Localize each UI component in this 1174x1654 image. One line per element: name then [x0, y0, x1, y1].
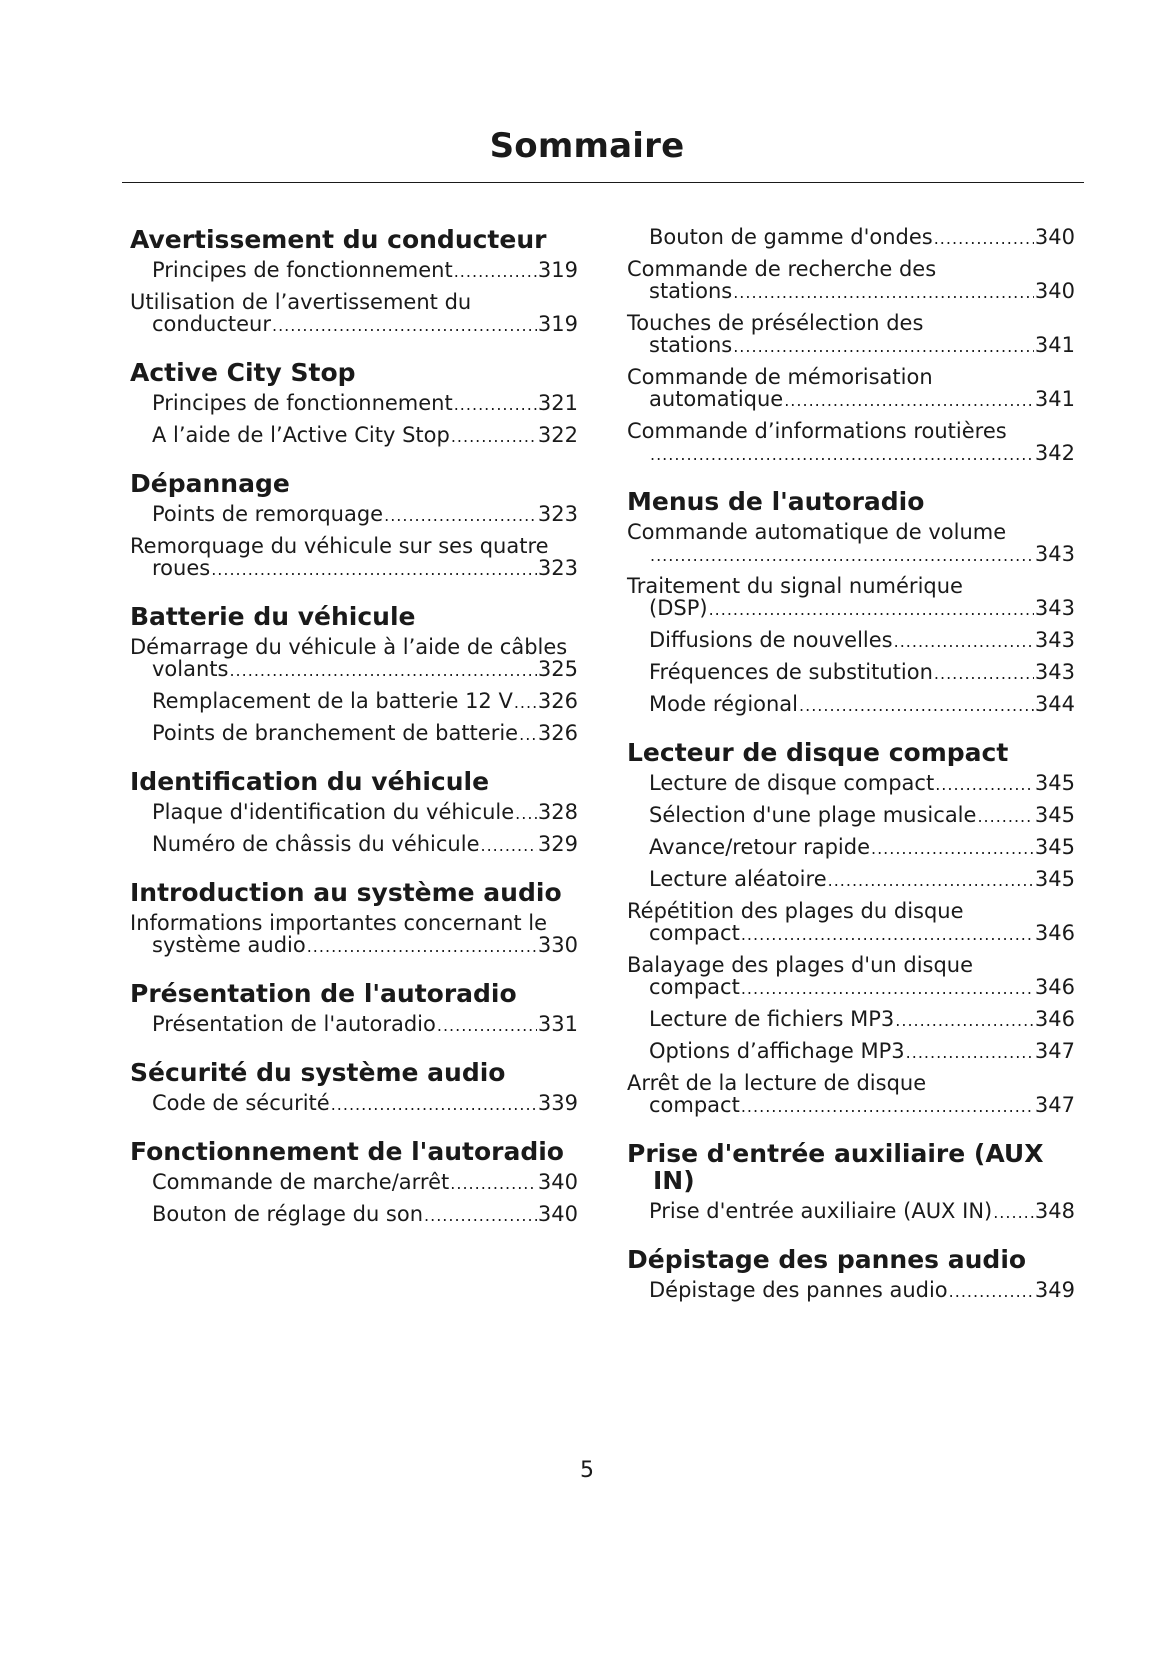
toc-section: [130, 768, 578, 857]
title-divider: [122, 182, 1084, 183]
entry-line: [152, 833, 578, 857]
entry-text: Commande de recherche des: [627, 257, 937, 281]
toc-section: [130, 226, 578, 337]
entry-text: Options d’affichage MP3: [649, 1039, 905, 1063]
entry-line: [152, 392, 578, 416]
entry-text: Commande automatique de volume: [627, 520, 1007, 544]
entry-text: Balayage des plages d'un disque: [627, 953, 974, 977]
page-ref: 322: [537, 423, 578, 447]
dot-leader: [519, 724, 537, 746]
entry-text: Remplacement de la batterie 12 V: [152, 689, 513, 713]
page-ref: 329: [537, 832, 578, 856]
page-ref: 347: [1034, 1039, 1075, 1063]
section-heading: Présentation de l'autoradio: [130, 979, 517, 1008]
entry-text: Bouton de réglage du son: [152, 1202, 424, 1226]
toc-entry[interactable]: [130, 1171, 578, 1195]
dot-leader: [650, 545, 1034, 567]
toc-section: [627, 739, 1075, 1118]
dot-leader: [828, 870, 1034, 892]
entry-text: stations: [649, 279, 733, 303]
toc-entry[interactable]: [627, 772, 1075, 796]
entry-text: automatique: [649, 387, 784, 411]
page-ref: 323: [537, 556, 578, 580]
toc-entry[interactable]: [627, 226, 1075, 250]
entry-line: [152, 557, 578, 581]
entry-text: conducteur: [152, 312, 271, 336]
entry-text: stations: [649, 333, 733, 357]
entry-text: Traitement du signal numérique: [627, 574, 963, 598]
entry-line: [649, 772, 1075, 796]
entry-line: [649, 804, 1075, 828]
section-heading: Lecteur de disque compact: [627, 738, 1009, 767]
entry-line: [649, 1008, 1075, 1032]
entry-line: [152, 934, 578, 958]
dot-leader: [993, 1202, 1034, 1224]
toc-entry[interactable]: [627, 804, 1075, 828]
toc-entry[interactable]: [627, 693, 1075, 717]
toc-entry[interactable]: [627, 312, 1075, 358]
toc-entry[interactable]: [627, 575, 1075, 621]
toc-section: [627, 1246, 1075, 1303]
page-number: 5: [580, 1458, 594, 1483]
entry-text: Lecture de fichiers MP3: [649, 1007, 895, 1031]
toc-section: [627, 226, 1075, 466]
toc-entry[interactable]: [627, 1040, 1075, 1064]
entry-text: Commande d’informations routières: [627, 419, 1007, 443]
toc-entry[interactable]: [130, 636, 578, 682]
toc-entry[interactable]: [627, 868, 1075, 892]
toc-entry[interactable]: [130, 291, 578, 337]
dot-leader: [451, 426, 537, 448]
entry-line: [649, 597, 1075, 621]
entry-line: [649, 922, 1075, 946]
entry-line: [152, 658, 578, 682]
entry-text: Fréquences de substitution: [649, 660, 933, 684]
dot-leader: [481, 835, 537, 857]
entry-text: Dépistage des pannes audio: [649, 1278, 948, 1302]
dot-leader: [709, 599, 1034, 621]
dot-leader: [906, 1042, 1034, 1064]
dot-leader: [307, 936, 537, 958]
section-heading: Dépistage des pannes audio: [627, 1245, 1027, 1274]
toc-entry[interactable]: [627, 366, 1075, 412]
entry-text: roues: [152, 556, 211, 580]
entry-text: Présentation de l'autoradio: [152, 1012, 436, 1036]
entry-line: [152, 259, 578, 283]
toc-entry[interactable]: [130, 1092, 578, 1116]
dot-leader: [454, 261, 537, 283]
entry-text: (DSP): [649, 596, 708, 620]
entry-text: Bouton de gamme d'ondes: [649, 225, 933, 249]
page-ref: 347: [1034, 1093, 1075, 1117]
toc-entry[interactable]: [627, 954, 1075, 1000]
toc-entry[interactable]: [130, 503, 578, 527]
entry-line: [649, 1200, 1075, 1224]
toc-entry[interactable]: [627, 1200, 1075, 1224]
entry-text: Principes de fonctionnement: [152, 391, 453, 415]
entry-text: compact: [649, 975, 740, 999]
dot-leader: [741, 1096, 1034, 1118]
entry-line: [152, 801, 578, 825]
page-ref: 348: [1034, 1199, 1075, 1223]
toc-section: [130, 603, 578, 746]
toc-section: [130, 1059, 578, 1116]
page-ref: 323: [537, 502, 578, 526]
entry-text: Prise d'entrée auxiliaire (AUX IN): [649, 1199, 993, 1223]
entry-line: [152, 1171, 578, 1195]
toc-entry[interactable]: [627, 900, 1075, 946]
page-ref: 343: [1034, 660, 1075, 684]
entry-line: [649, 543, 1075, 567]
entry-text: Touches de présélection des: [627, 311, 924, 335]
entry-text: Sélection d'une plage musicale: [649, 803, 977, 827]
page-ref: 342: [1034, 441, 1075, 465]
toc-entry[interactable]: [627, 258, 1075, 304]
section-heading: Identification du véhicule: [130, 767, 490, 796]
entry-line: [649, 693, 1075, 717]
dot-leader: [977, 806, 1033, 828]
entry-line: [152, 313, 578, 337]
entry-text: Lecture aléatoire: [649, 867, 827, 891]
page-title: Sommaire: [489, 126, 685, 166]
entry-line: [649, 1094, 1075, 1118]
page-ref: 345: [1034, 803, 1075, 827]
dot-leader: [331, 1094, 537, 1116]
entry-line: [649, 1040, 1075, 1064]
page-ref: 321: [537, 391, 578, 415]
entry-text: Arrêt de la lecture de disque: [627, 1071, 927, 1095]
toc-section: [130, 470, 578, 581]
toc-entry[interactable]: [130, 833, 578, 857]
dot-leader: [384, 505, 537, 527]
section-heading: Menus de l'autoradio: [627, 487, 925, 516]
entry-line: [649, 388, 1075, 412]
entry-text: Commande de marche/arrêt: [152, 1170, 450, 1194]
dot-leader: [437, 1015, 537, 1037]
entry-text: Principes de fonctionnement: [152, 258, 453, 282]
section-heading: Sécurité du système audio: [130, 1058, 506, 1087]
dot-leader: [741, 924, 1034, 946]
section-heading: Dépannage: [130, 469, 290, 498]
page-ref: 340: [537, 1170, 578, 1194]
entry-text: Numéro de châssis du véhicule: [152, 832, 480, 856]
page-ref: 340: [1034, 279, 1075, 303]
entry-text: Points de remorquage: [152, 502, 384, 526]
section-heading: Avertissement du conducteur: [130, 225, 547, 254]
dot-leader: [934, 228, 1034, 250]
dot-leader: [272, 315, 537, 337]
entry-line: [649, 836, 1075, 860]
page-ref: 345: [1034, 771, 1075, 795]
dot-leader: [515, 803, 537, 825]
entry-line: [649, 442, 1075, 466]
page-ref: 319: [537, 312, 578, 336]
page-ref: 346: [1034, 921, 1075, 945]
entry-line: [152, 722, 578, 746]
toc-entry[interactable]: [627, 420, 1075, 466]
toc-entry[interactable]: [627, 629, 1075, 653]
toc-entry[interactable]: [130, 392, 578, 416]
dot-leader: [895, 1010, 1034, 1032]
toc-section: [130, 1138, 578, 1227]
entry-text: Commande de mémorisation: [627, 365, 933, 389]
entry-line: [152, 690, 578, 714]
toc-section: [130, 980, 578, 1037]
toc-entry[interactable]: [627, 1072, 1075, 1118]
dot-leader: [934, 663, 1034, 685]
entry-text: Informations importantes concernant le: [130, 911, 548, 935]
entry-text: Remorquage du véhicule sur ses quatre: [130, 534, 549, 558]
section-heading: Batterie du véhicule: [130, 602, 416, 631]
dot-leader: [450, 1173, 537, 1195]
dot-leader: [799, 695, 1034, 717]
toc-entry[interactable]: [627, 521, 1075, 567]
page-ref: 343: [1034, 542, 1075, 566]
entry-text: Lecture de disque compact: [649, 771, 935, 795]
page-ref: 319: [537, 258, 578, 282]
toc-entry[interactable]: [627, 836, 1075, 860]
dot-leader: [424, 1205, 537, 1227]
page-ref: 331: [537, 1012, 578, 1036]
toc-section: [130, 879, 578, 958]
entry-text: volants: [152, 657, 229, 681]
entry-text: A l’aide de l’Active City Stop: [152, 423, 450, 447]
page-ref: 343: [1034, 596, 1075, 620]
toc-entry[interactable]: [130, 1203, 578, 1227]
page-ref: 349: [1034, 1278, 1075, 1302]
entry-line: [649, 1279, 1075, 1303]
page-ref: 330: [537, 933, 578, 957]
dot-leader: [454, 394, 537, 416]
entry-text: Diffusions de nouvelles: [649, 628, 893, 652]
dot-leader: [894, 631, 1034, 653]
toc-entry[interactable]: [130, 690, 578, 714]
entry-text: Code de sécurité: [152, 1091, 330, 1115]
entry-text: Points de branchement de batterie: [152, 721, 519, 745]
toc-section: [627, 488, 1075, 717]
entry-line: [649, 629, 1075, 653]
dot-leader: [733, 336, 1034, 358]
dot-leader: [211, 559, 537, 581]
page-ref: 339: [537, 1091, 578, 1115]
entry-text: Mode régional: [649, 692, 799, 716]
entry-line: [649, 976, 1075, 1000]
page-ref: 328: [537, 800, 578, 824]
page-ref: 341: [1034, 333, 1075, 357]
entry-text: Plaque d'identification du véhicule: [152, 800, 515, 824]
page-ref: 345: [1034, 835, 1075, 859]
toc-entry[interactable]: [130, 912, 578, 958]
entry-text: système audio: [152, 933, 306, 957]
entry-line: [649, 280, 1075, 304]
entry-text: compact: [649, 921, 740, 945]
toc-left-column: [130, 226, 578, 1249]
toc-entry[interactable]: [130, 535, 578, 581]
entry-text: Utilisation de l’avertissement du: [130, 290, 472, 314]
entry-line: [649, 226, 1075, 250]
page-ref: 344: [1034, 692, 1075, 716]
page-ref: 341: [1034, 387, 1075, 411]
toc-entry[interactable]: [627, 1008, 1075, 1032]
page-ref: 346: [1034, 1007, 1075, 1031]
toc-entry[interactable]: [130, 259, 578, 283]
page-ref: 343: [1034, 628, 1075, 652]
entry-line: [649, 334, 1075, 358]
dot-leader: [229, 660, 536, 682]
toc-entry[interactable]: [130, 801, 578, 825]
toc-entry[interactable]: [130, 722, 578, 746]
toc-section: [130, 359, 578, 448]
dot-leader: [871, 838, 1034, 860]
page-ref: 340: [1034, 225, 1075, 249]
page-ref: 346: [1034, 975, 1075, 999]
toc-entry[interactable]: [130, 1013, 578, 1037]
entry-text: Avance/retour rapide: [649, 835, 870, 859]
section-heading: Introduction au système audio: [130, 878, 562, 907]
page-ref: 345: [1034, 867, 1075, 891]
page-ref: 326: [537, 689, 578, 713]
page-ref: 326: [537, 721, 578, 745]
dot-leader: [949, 1281, 1034, 1303]
dot-leader: [733, 282, 1034, 304]
dot-leader: [741, 978, 1034, 1000]
toc-section: [627, 1140, 1075, 1224]
dot-leader: [784, 390, 1034, 412]
toc-entry[interactable]: [627, 661, 1075, 685]
entry-text: Répétition des plages du disque: [627, 899, 964, 923]
entry-line: [152, 503, 578, 527]
toc-entry[interactable]: [130, 424, 578, 448]
entry-line: [152, 424, 578, 448]
dot-leader: [514, 692, 537, 714]
section-heading: Fonctionnement de l'autoradio: [130, 1137, 564, 1166]
entry-line: [649, 868, 1075, 892]
entry-text: compact: [649, 1093, 740, 1117]
toc-right-column: [627, 226, 1075, 1325]
page-ref: 340: [537, 1202, 578, 1226]
dot-leader: [650, 444, 1034, 466]
page-ref: 325: [537, 657, 578, 681]
entry-text: Démarrage du véhicule à l’aide de câbles: [130, 635, 568, 659]
entry-line: [152, 1092, 578, 1116]
section-heading: Prise d'entrée auxiliaire (AUX IN): [627, 1139, 1044, 1195]
toc-entry[interactable]: [627, 1279, 1075, 1303]
entry-line: [649, 661, 1075, 685]
entry-line: [152, 1203, 578, 1227]
section-heading: Active City Stop: [130, 358, 356, 387]
entry-line: [152, 1013, 578, 1037]
dot-leader: [935, 774, 1034, 796]
